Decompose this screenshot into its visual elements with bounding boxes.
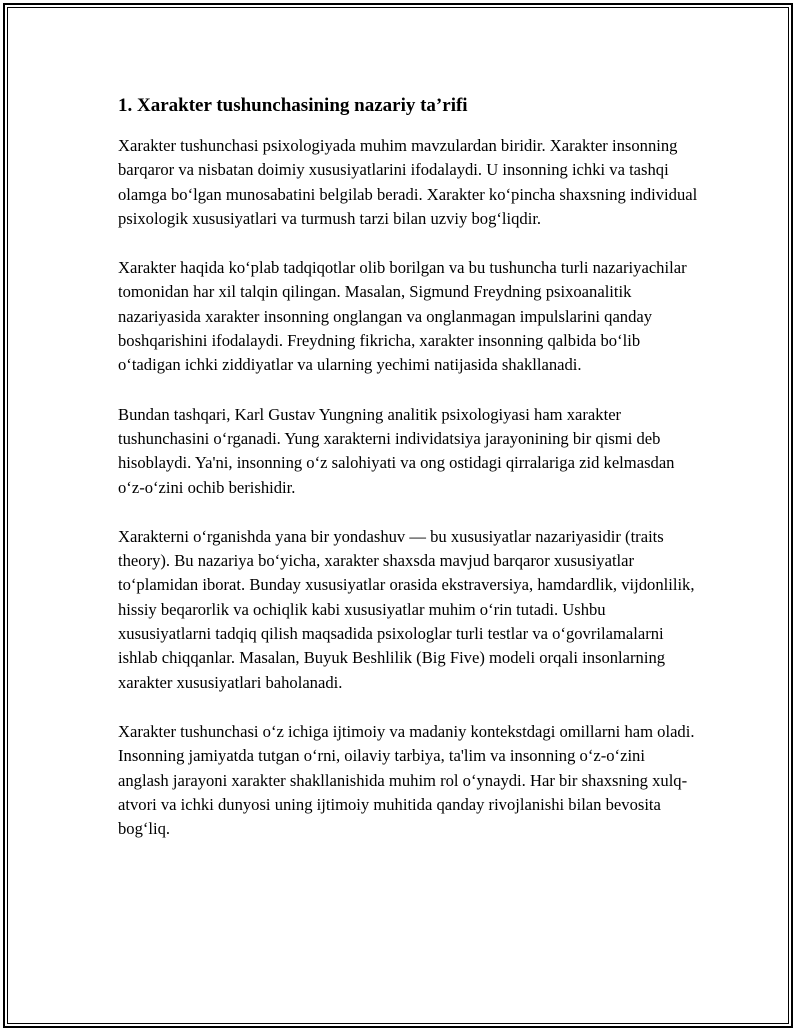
paragraph-3: Bundan tashqari, Karl Gustav Yungning analitik psixologiyasi ham xarakter tushunchasini oʻrganadi. Yung xarakterni individatsiya jarayonining bir qismi deb hisoblaydi. Ya'ni, insonning oʻz salohiyati va ong ostidagi qirralariga zid kelmasdan oʻz-oʻzini ochib berishidir.	[118, 404, 675, 497]
paragraph-5: Xarakter tushunchasi oʻz ichiga ijtimoiy va madaniy kontekstdagi omillarni ham oladi. Insonning jamiyatda tutgan oʻrni, oilaviy tarbiya, ta'lim va insonning oʻz-oʻzini anglash jarayoni xarakter shakllanishida muhim rol oʻynaydi. Har bir shaxsning xulq-atvori va ichki dunyosi uning ijtimoiy muhitida qanday rivojlanishi bilan bevosita bogʻliq.	[118, 721, 695, 839]
document-title: 1. Xarakter tushunchasining nazariy ta’rifi	[118, 95, 468, 116]
paragraph-4: Xarakterni oʻrganishda yana bir yondashuv — bu xususiyatlar nazariyasidir (traits theory). Bu nazariya boʻyicha, xarakter shaxsda mavjud barqaror xususiyatlar toʻplamidan iborat. Bunday xususiyatlar orasida ekstraversiya, hamdardlik, vijdonlilik, hissiy beqarorlik va ochiqlik kabi xususiyatlar muhim oʻrin tutadi. Ushbu xususiyatlarni tadqiq qilish maqsadida psixologlar turli testlar va oʻgovrilamalarni ishlab chiqqanlar. Masalan, Buyuk Beshlilik (Big Five) modeli orqali insonlarning xarakter xususiyatlari baholanadi.	[118, 526, 695, 692]
paragraph-1: Xarakter tushunchasi psixologiyada muhim mavzulardan biridir. Xarakter insonning barqaror va nisbatan doimiy xususiyatlarini ifodalaydi. U insonning ichki va tashqi olamga boʻlgan munosabatini belgilab beradi. Xarakter koʻpincha shaxsning individual psixologik xususiyatlari va turmush tarzi bilan uzviy bogʻliqdir.	[118, 136, 698, 228]
paragraph-2: Xarakter haqida koʻplab tadqiqotlar olib borilgan va bu tushuncha turli nazariyachilar tomonidan har xil talqin qilingan. Masalan, Sigmund Freydning psixoanalitik nazariyasida xarakter insonning onglangan va onglanmagan impulslarini qanday boshqarishini ifodalaydi. Freydning fikricha, xarakter insonning qalbida boʻlib oʻtadigan ichki ziddiyatlar va ularning yechimi natijasida shakllanadi.	[118, 258, 687, 375]
document-body	[118, 94, 698, 866]
